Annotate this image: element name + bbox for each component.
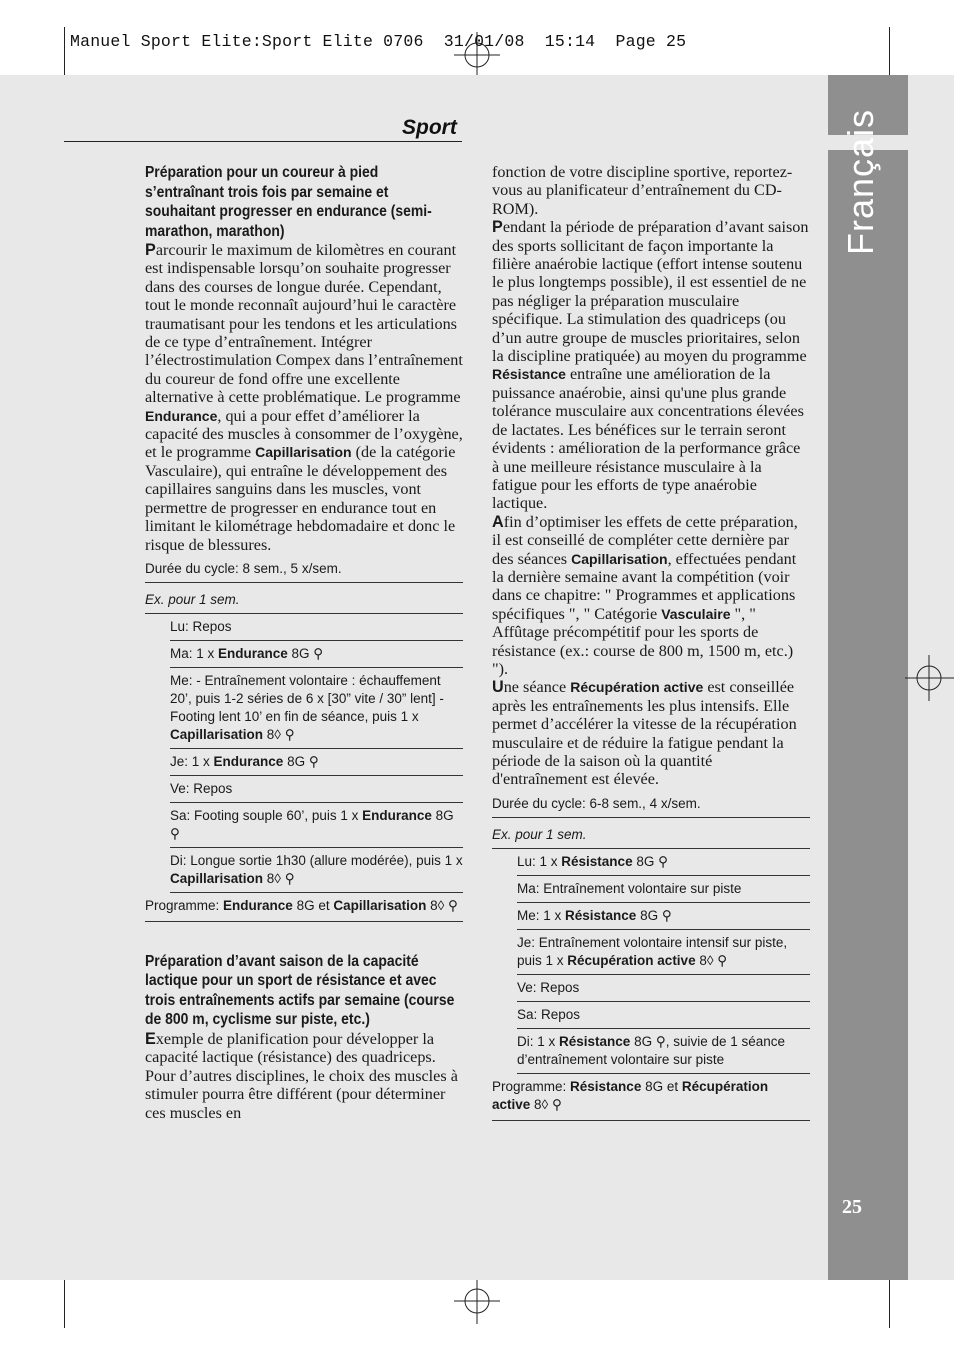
right-column (492, 163, 810, 1121)
table-row (170, 641, 463, 668)
row-text: Je: Entraînement volontaire intensif sur piste, puis 1 x (517, 934, 788, 968)
program-name: Récupération active (492, 1078, 769, 1112)
row-text: 8G ⚲ (287, 645, 324, 661)
row-text: 8G ⚲ (632, 853, 668, 869)
row-text: 8◊ ⚲ (695, 952, 728, 968)
program-name: Capillarisation (170, 870, 264, 886)
text: 8◊ ⚲ (426, 897, 458, 913)
table-row (170, 614, 463, 641)
program-name: Résistance (561, 853, 633, 869)
table-row (517, 876, 810, 903)
drop-letter: A (492, 512, 504, 531)
program-name: Capillarisation (333, 897, 427, 913)
page-number: 25 (842, 1196, 862, 1218)
program-name: Endurance (213, 753, 284, 769)
text: endant la période de préparation d’avant saison des sports sollicitant de façon importante la filière anaérobie lactique (effort intense soutenu le plus longtemps possible), il est essentiel de ne pas négliger la préparation musculaire spécifique. La stimulation des quadriceps (ou d’un autre groupe de muscles prioritaires, selon la discipline pratiquée) au moyen du programme (492, 218, 809, 366)
paragraph-recovery (492, 678, 810, 788)
text: 8G et (641, 1078, 682, 1094)
row-text: Lu: 1 x (517, 853, 562, 869)
program-name: Résistance (570, 1078, 642, 1094)
language-side-tab (828, 75, 908, 1280)
table-row (517, 1029, 810, 1074)
example-week: Ex. pour 1 sem. (492, 818, 810, 849)
paragraph-continued: fonction de votre discipline sportive, reportez-vous au planificateur d’entraînement du CD-ROM). (492, 163, 793, 218)
program-name: Capillarisation (255, 444, 352, 461)
text: entraîne une amélioration de la puissance anaérobie, ainsi qu'une plus grande tolérance musculaire aux concentrations élevées de lactates. Les bénéfices sur le terrain seront évidents : amélioration de la performance grâce à une meilleure résistance musculaire à la fatigue pour les efforts de type anaérobie lactique. (492, 365, 804, 513)
section-title: Sport (402, 116, 457, 139)
paragraph-runner (145, 241, 463, 554)
row-text: Je: 1 x (170, 753, 214, 769)
program-summary (492, 1074, 810, 1121)
program-name: Résistance (559, 1033, 631, 1049)
paragraph-optimize (492, 513, 810, 679)
text: (de la catégorie Vasculaire), qui entraîne le développement des capillaires sanguins dans les muscles, vont permettre de progresser en endurance tout en limitant le kilométrage hebdomadaire et donc le risque de blessures. (145, 443, 456, 554)
table-row (517, 849, 810, 876)
program-name: Capillarisation (571, 550, 668, 567)
spacer (145, 922, 463, 952)
text: Programme: (145, 897, 224, 913)
crop-mark (889, 27, 890, 77)
program-name: Endurance (218, 645, 288, 661)
row-text: Ma: 1 x (170, 645, 219, 661)
drop-letter: U (492, 678, 504, 697)
row-text: Ve: Repos (517, 979, 580, 995)
print-slug: Manuel Sport Elite:Sport Elite 0706 31/01/08 15:14 Page 25 (70, 32, 687, 51)
row-text: 8G ⚲, suivie de 1 séance d’entraînement volontaire sur piste (517, 1033, 786, 1067)
row-text: Ma: Entraînement volontaire sur piste (517, 880, 742, 896)
text: 8◊ ⚲ (530, 1096, 562, 1112)
page-background (0, 75, 954, 1280)
program-name: Résistance (565, 907, 637, 923)
text: , qui a pour effet d’améliorer la capacité des muscles à consommer de l’oxygène, et le programme (145, 406, 463, 462)
table-row (170, 848, 463, 893)
table-row (517, 930, 810, 975)
table-row (170, 668, 463, 749)
row-text: Di: Longue sortie 1h30 (allure modérée), puis 1 x (170, 852, 463, 868)
program-name: Récupération active (567, 952, 696, 968)
week-table (517, 849, 810, 1074)
row-text: 8G ⚲ (170, 807, 454, 841)
section-title-rule (64, 141, 462, 142)
drop-letter: P (145, 241, 156, 259)
row-text: 8◊ ⚲ (263, 726, 295, 742)
paragraph-lactic (145, 1030, 463, 1122)
table-row (517, 903, 810, 930)
text: arcourir le maximum de kilomètres en courant est indispensable lorsqu’on souhaite progresser dans des courses de longue durée. Cependant, tout le monde reconnaît aujourd’hui le caractère traumatisant pour les tendons et les articulations de ce type d’entraînement. Intégrer l’électrostimulation Compex dans l’entraînement du coureur de fond offre une excellente alternative à cette problématique. Le programme (145, 241, 463, 407)
row-text: 8G ⚲ (636, 907, 672, 923)
program-name: Vasculaire (661, 605, 731, 622)
drop-letter: E (145, 1029, 156, 1048)
drop-letter: P (492, 218, 503, 237)
heading-lactic: Préparation d’avant saison de la capacité lactique pour un sport de résistance et avec trois entraînements actifs par semaine (course de 800 m, cyclisme sur piste, etc.) (145, 952, 455, 1029)
program-name: Capillarisation (170, 726, 264, 742)
text: ", " Affûtage précompétitif pour les sports de résistance (ex.: course de 800 m, 1500 m, etc.) "). (492, 604, 794, 678)
row-text: Ve: Repos (170, 780, 233, 796)
table-row (517, 1002, 810, 1029)
side-language-label: Français (840, 108, 881, 255)
table-row (170, 803, 463, 848)
crop-mark (64, 27, 65, 77)
week-table (170, 614, 463, 893)
table-row (517, 975, 810, 1002)
program-name: Résistance (492, 366, 566, 383)
program-summary (145, 893, 463, 922)
row-text: Me: 1 x (517, 907, 566, 923)
row-text: Sa: Footing souple 60’, puis 1 x (170, 807, 363, 823)
table-row (170, 749, 463, 776)
program-name: Récupération active (570, 679, 704, 696)
left-column (145, 163, 463, 1122)
text: , effectuées pendant la dernière semaine avant la compétition (voir dans ce chapitre: " Programmes et applications spécifiques ", " Catégorie (492, 549, 797, 623)
text: xemple de planification pour développer la capacité lactique (résistance) des quadriceps. Pour d’autres disciplines, le choix des muscles à stimuler pourra être différent (pour déterminer ces muscles en (145, 1029, 458, 1122)
text: Programme: (492, 1078, 571, 1094)
text: ne séance (503, 678, 571, 697)
example-week: Ex. pour 1 sem. (145, 583, 463, 614)
text: fin d’optimiser les effets de cette préparation, il est conseillé de compléter cette dernière par des séances (492, 512, 798, 568)
registration-mark-bottom (452, 1276, 502, 1326)
crop-mark (64, 1280, 65, 1328)
registration-mark-right (905, 653, 954, 703)
paragraph-preseason (492, 218, 810, 513)
cycle-duration: Durée du cycle: 8 sem., 5 x/sem. (145, 560, 463, 583)
row-text: Di: 1 x (517, 1033, 560, 1049)
row-text: Me: - Entraînement volontaire : échauffement 20’, puis 1-2 séries de 6 x [30” vite / 30” lent] - Footing lent 10’ en fin de séance, puis 1 x (170, 672, 444, 724)
text: 8G et (292, 897, 334, 913)
text: est conseillée après les entraînements les plus intensifs. Elle permet d’accélérer la vitesse de la récupération musculaire et de réduire la fatigue pendant la période de la saison où la quantité d'entraînement est élevée. (492, 678, 797, 789)
row-text: 8G ⚲ (283, 753, 319, 769)
program-name: Endurance (362, 807, 432, 823)
row-text: 8◊ ⚲ (263, 870, 295, 886)
row-text: Sa: Repos (517, 1006, 581, 1022)
program-name: Endurance (223, 897, 293, 913)
heading-runner: Préparation pour un coureur à pied s’entraînant trois fois par semaine et souhaitant progresser en endurance (semi-marathon, marathon) (145, 164, 432, 240)
table-row (170, 776, 463, 803)
cycle-duration: Durée du cycle: 6-8 sem., 4 x/sem. (492, 795, 810, 818)
crop-mark (889, 1280, 890, 1328)
row-text: Lu: Repos (170, 618, 232, 634)
program-name: Endurance (145, 407, 218, 424)
